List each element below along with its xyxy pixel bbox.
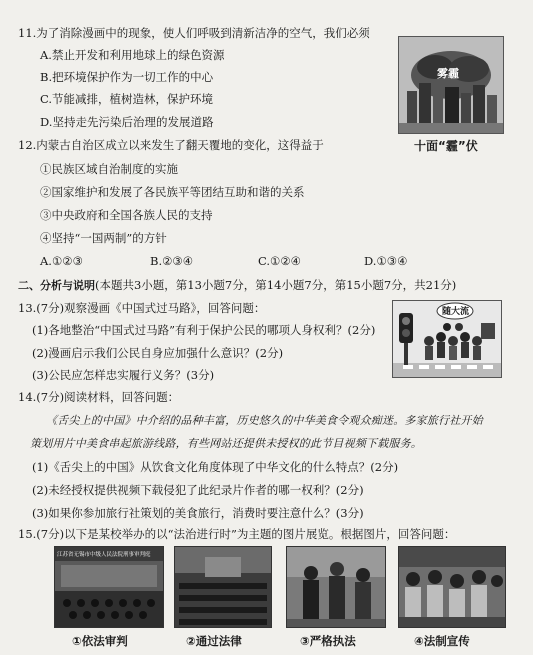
q12-choice-c: C.①②④ [258, 254, 301, 268]
photo-enforcement [286, 546, 386, 628]
section-heading [18, 278, 456, 293]
smog-cartoon [398, 36, 504, 134]
q13-sub-3: (3)公民应怎样忠实履行义务？(3分) [32, 368, 215, 382]
photo-legislation [174, 546, 272, 628]
q13-sub-1: (1)各地整治“中国式过马路”有利于保护公民的哪项人身权利？(2分) [32, 323, 376, 337]
photo-legal-publicity [398, 546, 506, 628]
cartoon-smog-label: 雾霾 [437, 67, 459, 80]
q12-choice-b: B.②③④ [150, 254, 194, 268]
q12-item-1: ①民族区域自治制度的实施 [40, 162, 178, 176]
photo-caption-4: ④法制宣传 [414, 634, 470, 648]
q11-option-c: C.节能减排，植树造林，保护环境 [40, 92, 214, 106]
q14-sub-2: (2)未经授权提供视频下载侵犯了此纪录片作者的哪一权利？(2分) [32, 483, 364, 497]
q12-stem: 12.内蒙古自治区成立以来发生了翻天覆地的变化，这得益于 [18, 138, 324, 152]
q14-stem: 14.(7分)阅读材料，回答问题： [18, 390, 180, 404]
photo-caption-3: ③严格执法 [300, 634, 356, 648]
q14-sub-3: (3)如果你参加旅行社策划的美食旅行，消费时要注意什么？(3分) [32, 506, 364, 520]
q11-stem: 11.为了消除漫画中的现象，使人们呼吸到清新洁净的空气，我们必须 [18, 26, 370, 40]
q12-choice-a: A.①②③ [40, 254, 83, 268]
q15-stem: 15.(7分)以下是某校举办的以“法治进行时”为主题的图片展览。根据图片，回答问题： [18, 527, 456, 541]
q14-material-line-2: 策划用片中美食串起旅游线路，有些网站还提供未授权的此节目视频下载服务。 [30, 437, 422, 450]
q12-item-3: ③中央政府和全国各族人民的支持 [40, 208, 213, 222]
q12-item-2: ②国家维护和发展了各民族平等团结互助和谐的关系 [40, 185, 305, 199]
section-desc: (本题共3小题，第13小题7分，第14小题7分，第15小题7分，共21分) [95, 278, 457, 292]
photo-caption-1: ①依法审判 [72, 634, 128, 648]
q13-sub-2: (2)漫画启示我们公民自身应加强什么意识？(2分) [32, 346, 284, 360]
q11-option-d: D.坚持走先污染后治理的发展道路 [40, 115, 214, 129]
q11-option-a: A.禁止开发和利用地球上的绿色资源 [40, 48, 225, 62]
photo-trial [54, 546, 164, 628]
cartoon-crowd-label: 随大流 [442, 307, 470, 317]
q14-sub-1: (1)《舌尖上的中国》从饮食文化角度体现了中华文化的什么特点？(2分) [32, 460, 399, 474]
crossing-cartoon [392, 300, 502, 378]
q11-option-b: B.把环境保护作为一切工作的中心 [40, 70, 214, 84]
q12-item-4: ④坚持“一国两制”的方针 [40, 231, 167, 245]
q12-choice-d: D.①③④ [364, 254, 408, 268]
section-title: 二、分析与说明 [18, 279, 95, 292]
photo-caption-2: ②通过法律 [186, 634, 242, 648]
q14-material-line-1: 《舌尖上的中国》中介绍的品种丰富，历史悠久的中华美食令观众痴迷。多家旅行社开始 [46, 414, 483, 427]
photo-banner-text: 江苏省无锡市中级人民法院刑事审判庭 [57, 552, 151, 558]
smog-cartoon-caption: 十面“霾”伏 [414, 139, 478, 153]
q13-stem: 13.(7分)观察漫画《中国式过马路》，回答问题： [18, 301, 266, 315]
